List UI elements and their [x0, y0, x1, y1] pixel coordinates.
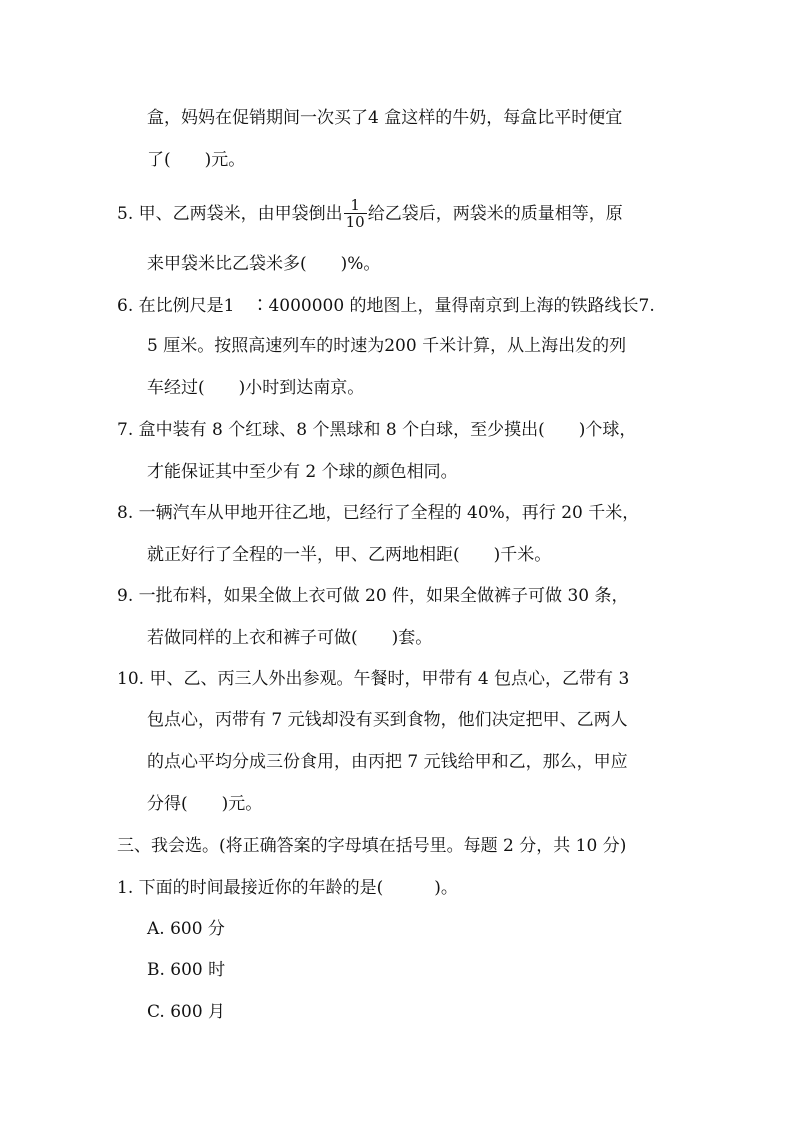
fraction-one-tenth — [344, 197, 367, 230]
option-b: B. 600 时 — [147, 960, 226, 980]
q4-continuation-line-1: 盒，妈妈在促销期间一次买了4 盒这样的牛奶，每盒比平时便宜 — [147, 108, 623, 128]
question-10-line-4: 分得( )元。 — [147, 794, 263, 814]
fraction-denominator: 10 — [345, 213, 365, 231]
fraction-numerator: 1 — [344, 197, 367, 214]
question-6-line-2: 5 厘米。按照高速列车的时速为200 千米计算，从上海出发的列 — [147, 336, 627, 356]
question-5-text-start: 5. 甲、乙两袋米，由甲袋倒出 — [117, 204, 343, 224]
question-5-text-end: 给乙袋后，两袋米的质量相等，原 — [367, 204, 623, 224]
question-10-line-3: 的点心平均分成三份食用，由丙把 7 元钱给甲和乙，那么，甲应 — [147, 752, 628, 772]
option-c: C. 600 月 — [147, 1002, 226, 1022]
question-8-line-2: 就正好行了全程的一半，甲、乙两地相距( )千米。 — [147, 545, 552, 565]
question-10-line-2: 包点心，丙带有 7 元钱却没有买到食物，他们决定把甲、乙两人 — [147, 710, 628, 730]
section-3-heading: 三、我会选。(将正确答案的字母填在括号里。每题 2 分，共 10 分) — [117, 836, 627, 856]
question-9-line-2: 若做同样的上衣和裤子可做( )套。 — [147, 628, 433, 648]
question-9-line-1: 9. 一批布料，如果全做上衣可做 20 件，如果全做裤子可做 30 条， — [117, 586, 629, 606]
question-5-line-2: 来甲袋米比乙袋米多( )%。 — [147, 254, 381, 274]
question-10-line-1: 10. 甲、乙、丙三人外出参观。午餐时，甲带有 4 包点心，乙带有 3 — [117, 669, 630, 689]
question-6-line-1: 6. 在比例尺是1 ∶4000000 的地图上，量得南京到上海的铁路线长7. — [117, 296, 655, 316]
option-a: A. 600 分 — [147, 919, 225, 939]
question-8-line-1: 8. 一辆汽车从甲地开往乙地，已经行了全程的 40%，再行 20 千米， — [117, 503, 640, 523]
q4-continuation-line-2: 了( )元。 — [147, 150, 246, 170]
question-7-line-2: 才能保证其中至少有 2 个球的颜色相同。 — [147, 462, 458, 482]
question-5-line-1 — [117, 198, 623, 231]
question-7-line-1: 7. 盒中装有 8 个红球、8 个黑球和 8 个白球，至少摸出( )个球， — [117, 420, 637, 440]
question-6-line-3: 车经过( )小时到达南京。 — [147, 378, 365, 398]
choice-question-1: 1. 下面的时间最接近你的年龄的是( )。 — [117, 878, 458, 898]
